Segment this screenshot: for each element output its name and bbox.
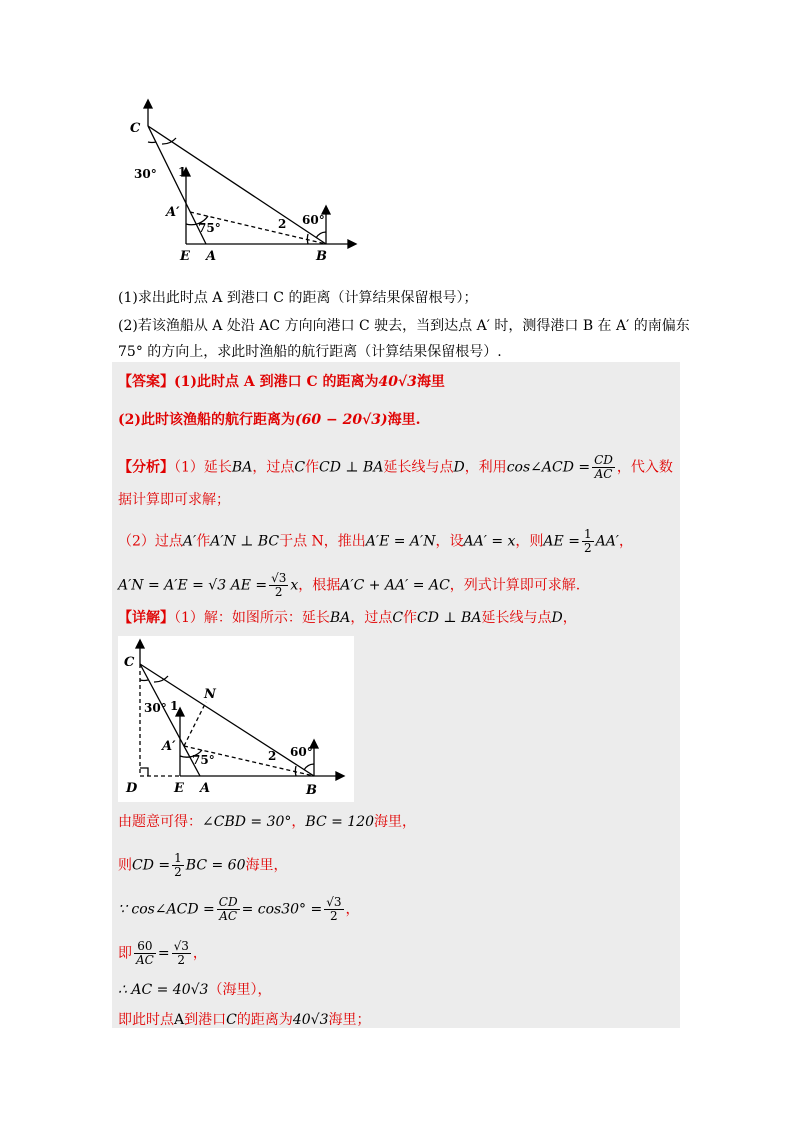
detail-text: ， — [291, 814, 306, 830]
detail-text: 即此时点 — [118, 1012, 174, 1028]
analysis-math-eq: A′E = A′N — [365, 533, 436, 550]
detail-math-ba: BA — [329, 610, 351, 626]
analysis-line-3 — [118, 528, 633, 555]
fig1-mark-2: 2 — [278, 217, 287, 231]
angle-2-arc — [295, 766, 296, 776]
analysis-text: ，利用 — [464, 459, 507, 476]
analysis-fraction-sqrt3 — [269, 572, 288, 599]
detail-step-4 — [118, 940, 207, 967]
fraction-denominator: 2 — [174, 865, 182, 879]
detail-math-d: D — [551, 610, 563, 626]
north-arrow-c-head — [136, 640, 144, 648]
answer-1-value: 40√3 — [378, 374, 417, 390]
detail-text: ， — [345, 901, 360, 918]
fraction-numerator: 60 — [134, 940, 156, 954]
fraction-denominator: AC — [136, 953, 154, 967]
analysis-text: ，过点 — [252, 459, 295, 476]
answer-2-value: (60 − 20√3) — [295, 412, 388, 428]
detail-text: ， — [562, 610, 577, 626]
detail-math-c: C — [392, 610, 404, 626]
detail-fraction-sqrt3 — [324, 896, 343, 923]
detail-math-value: 40√3 — [292, 1012, 329, 1028]
fig2-mark-1: 1 — [170, 699, 179, 713]
analysis-text: ，则 — [515, 533, 544, 550]
detail-text: （海里）， — [208, 982, 272, 998]
detail-math-eq: = — [157, 945, 170, 962]
detail-step-5 — [118, 980, 271, 1000]
analysis-text: （2）过点 — [118, 533, 183, 550]
detail-math-ac: ∴ AC = 40√3 — [118, 982, 209, 998]
detail-text: ，过点 — [350, 610, 393, 626]
fig1-angle-30: 30° — [134, 167, 157, 181]
analysis-text: ，设 — [435, 533, 464, 550]
fraction-numerator: √3 — [326, 895, 342, 909]
detail-text: 作 — [403, 610, 418, 626]
fig1-label-a-prime: A′ — [166, 205, 180, 220]
analysis-text: 作 — [196, 533, 211, 550]
fig1-angle-75: 75° — [198, 221, 221, 235]
angle-30-arc — [140, 680, 148, 681]
detail-intro — [118, 608, 577, 628]
answer-2-unit: 海里. — [387, 412, 421, 428]
east-arrow-head — [348, 240, 356, 248]
detail-fraction-cd-ac — [217, 896, 240, 923]
fig2-label-a-prime: A′ — [162, 739, 176, 754]
detail-text: 由题意可得： — [118, 814, 202, 830]
detail-text: 即 — [118, 945, 132, 962]
fig1-label-e: E — [180, 249, 190, 264]
question-2-line-1: (2)若该渔船从 A 处沿 AC 方向向港口 C 驶去，当到达点 A′ 时，测得港口 B 在 A′ 的南偏东 — [118, 318, 690, 334]
detail-math-bc: BC = 120 — [305, 814, 375, 830]
analysis-math-d: D — [453, 459, 465, 476]
analysis-fraction — [592, 454, 615, 481]
detail-math-because: ∵ cos∠ACD = — [118, 901, 215, 918]
fig2-label-c: C — [124, 655, 135, 670]
fraction-numerator: CD — [218, 895, 238, 909]
fig1-mark-1: 1 — [178, 165, 187, 179]
fig2-label-a: A — [200, 781, 211, 796]
detail-step-6 — [118, 1010, 371, 1030]
angle-60-arc — [304, 764, 314, 770]
answer-tag: 【答案】 — [118, 374, 174, 390]
fig1-label-c: C — [130, 121, 141, 136]
detail-text: 则 — [118, 857, 132, 874]
segment-apn-dashed — [184, 702, 206, 746]
analysis-line-2: 据计算即可求解； — [118, 492, 230, 508]
analysis-math-perp: CD ⊥ BA — [319, 459, 384, 476]
detail-math-cos30: = cos30° = — [241, 901, 323, 918]
analysis-text: ，根据 — [298, 577, 341, 594]
detail-fraction-60-ac — [134, 940, 156, 967]
fig2-angle-75: 75° — [192, 753, 215, 767]
fraction-numerator: √3 — [271, 571, 287, 585]
fraction-denominator: 2 — [177, 953, 186, 967]
fraction-numerator: CD — [594, 453, 613, 467]
question-1: (1)求出此时点 A 到港口 C 的距离（计算结果保留根号）； — [118, 290, 478, 306]
analysis-math-perp: A′N ⊥ BC — [210, 533, 280, 550]
angle-60-arc — [316, 232, 326, 238]
analysis-fraction-half — [582, 528, 594, 555]
angle-30-arc — [148, 142, 156, 143]
detail-step-1 — [118, 812, 416, 832]
analysis-text: 于点 N，推出 — [279, 533, 366, 550]
detail-text: 海里； — [328, 1012, 371, 1028]
detail-math-perp: CD ⊥ BA — [417, 610, 482, 626]
diagram-figure-2 — [118, 636, 354, 802]
fig2-mark-2: 2 — [268, 749, 277, 763]
fig1-label-a: A — [206, 249, 217, 264]
fraction-denominator: 2 — [583, 541, 592, 555]
analysis-text: ， — [618, 533, 633, 550]
analysis-line-1 — [118, 454, 673, 481]
analysis-line-4 — [118, 572, 580, 599]
detail-tag: 【详解】 — [118, 610, 174, 626]
fig2-label-n: N — [204, 687, 216, 702]
analysis-text: 作 — [305, 459, 320, 476]
detail-text: 的距离为 — [236, 1012, 293, 1028]
analysis-math-sum: A′C + AA′ = AC — [340, 577, 450, 594]
analysis-text: （1）延长 — [174, 459, 232, 476]
analysis-math-set: AA′ = x — [463, 533, 516, 550]
detail-text: ， — [192, 945, 207, 962]
fraction-numerator: 1 — [174, 851, 182, 865]
diagram-figure-1 — [122, 96, 362, 266]
detail-fraction-half — [172, 852, 184, 879]
analysis-math-c: C — [294, 459, 306, 476]
north-arrow-c-head — [144, 100, 152, 108]
answer-2-text: (2)此时该渔船的航行距离为 — [118, 412, 295, 428]
detail-step-2 — [118, 852, 287, 879]
detail-text: 海里， — [245, 857, 288, 874]
answer-1-text: (1)此时点 A 到港口 C 的距离为 — [174, 374, 379, 390]
analysis-math-aprime: A′ — [182, 533, 197, 550]
analysis-text: ，代入数 — [616, 459, 673, 476]
segment-cb — [148, 126, 326, 244]
analysis-math-x: x — [290, 577, 299, 594]
fraction-denominator: 2 — [274, 585, 283, 599]
analysis-math-ba: BA — [231, 459, 253, 476]
detail-text: 海里， — [374, 814, 417, 830]
segment-cb — [140, 664, 314, 776]
detail-step-3 — [118, 896, 360, 923]
analysis-math-eq: A′N = A′E = √3 AE = — [118, 577, 268, 594]
segment-ca — [140, 664, 200, 776]
detail-text: 到港口 — [184, 1012, 227, 1028]
analysis-math-cos: cos∠ACD = — [506, 459, 591, 476]
detail-math-a: A — [174, 1012, 185, 1028]
east-arrow-head — [336, 772, 344, 780]
detail-math-cd: CD = — [132, 857, 171, 874]
analysis-math-aap: AA′ — [595, 533, 619, 550]
fraction-numerator: √3 — [173, 939, 189, 953]
fraction-denominator: AC — [219, 909, 238, 923]
right-angle-mark-d — [140, 768, 148, 776]
fig2-angle-30: 30° — [144, 701, 167, 715]
angle-2-arc — [307, 234, 308, 244]
fig1-label-b: B — [316, 249, 327, 264]
analysis-text: 延长线与点 — [383, 459, 454, 476]
detail-math-bc60: BC = 60 — [185, 857, 246, 874]
analysis-math-ae: AE = — [543, 533, 580, 550]
answer-line-2 — [118, 410, 421, 430]
fig2-angle-60: 60° — [290, 745, 313, 759]
answer-1-unit: 海里 — [416, 374, 445, 390]
detail-math-c: C — [226, 1012, 237, 1028]
fraction-denominator: AC — [594, 467, 613, 481]
fig1-angle-60: 60° — [302, 213, 325, 227]
fraction-numerator: 1 — [583, 527, 592, 541]
detail-text: （1）解：如图所示：延长 — [174, 610, 330, 626]
fig2-label-d: D — [126, 781, 138, 796]
fraction-denominator: 2 — [330, 909, 338, 923]
fig2-label-b: B — [306, 783, 317, 798]
question-2-line-2: 75° 的方向上，求此时渔船的航行距离（计算结果保留根号）. — [118, 344, 502, 360]
fig2-label-e: E — [174, 781, 184, 796]
analysis-tag: 【分析】 — [118, 459, 174, 476]
answer-line-1 — [118, 372, 445, 392]
detail-text: 延长线与点 — [481, 610, 552, 626]
detail-math-angle: ∠CBD = 30° — [202, 814, 292, 830]
detail-fraction-sqrt3-b — [172, 940, 191, 967]
analysis-text: ，列式计算即可求解. — [449, 577, 581, 594]
